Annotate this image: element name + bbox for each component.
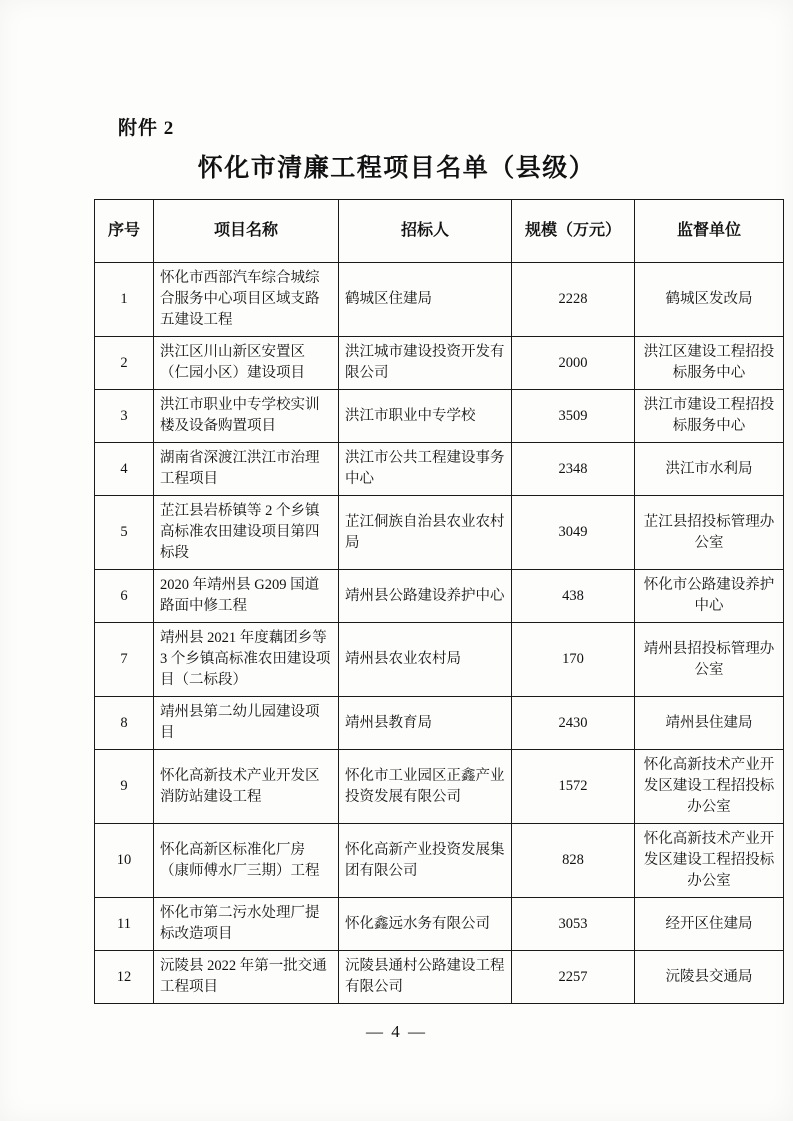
cell-bidder: 靖州县公路建设养护中心 (339, 570, 512, 623)
cell-project-name: 沅陵县 2022 年第一批交通工程项目 (154, 951, 339, 1004)
cell-bidder: 怀化市工业园区正鑫产业投资发展有限公司 (339, 750, 512, 824)
project-table-container (94, 199, 775, 1004)
cell-supervisor: 怀化高新技术产业开发区建设工程招投标办公室 (635, 750, 784, 824)
cell-project-name: 洪江市职业中专学校实训楼及设备购置项目 (154, 390, 339, 443)
cell-scale: 2430 (512, 697, 635, 750)
cell-scale: 3509 (512, 390, 635, 443)
cell-supervisor: 经开区住建局 (635, 898, 784, 951)
cell-bidder: 洪江城市建设投资开发有限公司 (339, 337, 512, 390)
cell-index: 11 (95, 898, 154, 951)
table-row (95, 623, 784, 697)
cell-supervisor: 鹤城区发改局 (635, 263, 784, 337)
column-header-project-name: 项目名称 (154, 200, 339, 263)
cell-project-name: 洪江区川山新区安置区（仁园小区）建设项目 (154, 337, 339, 390)
cell-supervisor: 芷江县招投标管理办公室 (635, 496, 784, 570)
cell-project-name: 怀化市第二污水处理厂提标改造项目 (154, 898, 339, 951)
cell-index: 9 (95, 750, 154, 824)
table-header-row (95, 200, 784, 263)
cell-index: 3 (95, 390, 154, 443)
table-row (95, 337, 784, 390)
cell-bidder: 芷江侗族自治县农业农村局 (339, 496, 512, 570)
cell-index: 10 (95, 824, 154, 898)
cell-bidder: 怀化鑫远水务有限公司 (339, 898, 512, 951)
cell-index: 7 (95, 623, 154, 697)
cell-index: 4 (95, 443, 154, 496)
table-row (95, 263, 784, 337)
cell-supervisor: 怀化市公路建设养护中心 (635, 570, 784, 623)
table-row (95, 390, 784, 443)
project-list-table (94, 199, 784, 1004)
column-header-supervisor: 监督单位 (635, 200, 784, 263)
cell-supervisor: 靖州县住建局 (635, 697, 784, 750)
table-row (95, 898, 784, 951)
cell-scale: 2257 (512, 951, 635, 1004)
table-row (95, 496, 784, 570)
cell-bidder: 洪江市公共工程建设事务中心 (339, 443, 512, 496)
table-row (95, 750, 784, 824)
cell-index: 2 (95, 337, 154, 390)
cell-supervisor: 沅陵县交通局 (635, 951, 784, 1004)
column-header-scale: 规模（万元） (512, 200, 635, 263)
cell-supervisor: 洪江区建设工程招投标服务中心 (635, 337, 784, 390)
cell-scale: 2228 (512, 263, 635, 337)
table-body (95, 263, 784, 1004)
cell-scale: 1572 (512, 750, 635, 824)
cell-bidder: 怀化高新产业投资发展集团有限公司 (339, 824, 512, 898)
cell-project-name: 怀化市西部汽车综合城综合服务中心项目区域支路五建设工程 (154, 263, 339, 337)
cell-index: 5 (95, 496, 154, 570)
cell-scale: 438 (512, 570, 635, 623)
cell-project-name: 靖州县 2021 年度藕团乡等 3 个乡镇高标准农田建设项目（二标段） (154, 623, 339, 697)
cell-index: 6 (95, 570, 154, 623)
cell-project-name: 靖州县第二幼儿园建设项目 (154, 697, 339, 750)
cell-bidder: 靖州县教育局 (339, 697, 512, 750)
cell-index: 12 (95, 951, 154, 1004)
column-header-bidder: 招标人 (339, 200, 512, 263)
cell-bidder: 鹤城区住建局 (339, 263, 512, 337)
cell-supervisor: 洪江市水利局 (635, 443, 784, 496)
cell-project-name: 怀化高新技术产业开发区消防站建设工程 (154, 750, 339, 824)
page-title: 怀化市清廉工程项目名单（县级） (197, 155, 596, 182)
cell-scale: 828 (512, 824, 635, 898)
table-row (95, 697, 784, 750)
cell-bidder: 沅陵县通村公路建设工程有限公司 (339, 951, 512, 1004)
cell-scale: 3053 (512, 898, 635, 951)
cell-scale: 2000 (512, 337, 635, 390)
table-row (95, 570, 784, 623)
cell-bidder: 靖州县农业农村局 (339, 623, 512, 697)
table-row (95, 443, 784, 496)
page-number: — 4 — (366, 1022, 427, 1041)
cell-scale: 2348 (512, 443, 635, 496)
cell-project-name: 湖南省深渡江洪江市治理工程项目 (154, 443, 339, 496)
cell-scale: 170 (512, 623, 635, 697)
cell-project-name: 怀化高新区标准化厂房（康师傅水厂三期）工程 (154, 824, 339, 898)
cell-index: 8 (95, 697, 154, 750)
cell-supervisor: 洪江市建设工程招投标服务中心 (635, 390, 784, 443)
cell-project-name: 2020 年靖州县 G209 国道路面中修工程 (154, 570, 339, 623)
column-header-index: 序号 (95, 200, 154, 263)
attachment-label: 附件 2 (118, 118, 175, 139)
table-row (95, 951, 784, 1004)
cell-index: 1 (95, 263, 154, 337)
cell-supervisor: 怀化高新技术产业开发区建设工程招投标办公室 (635, 824, 784, 898)
cell-supervisor: 靖州县招投标管理办公室 (635, 623, 784, 697)
cell-scale: 3049 (512, 496, 635, 570)
table-row (95, 824, 784, 898)
cell-bidder: 洪江市职业中专学校 (339, 390, 512, 443)
cell-project-name: 芷江县岩桥镇等 2 个乡镇高标准农田建设项目第四标段 (154, 496, 339, 570)
